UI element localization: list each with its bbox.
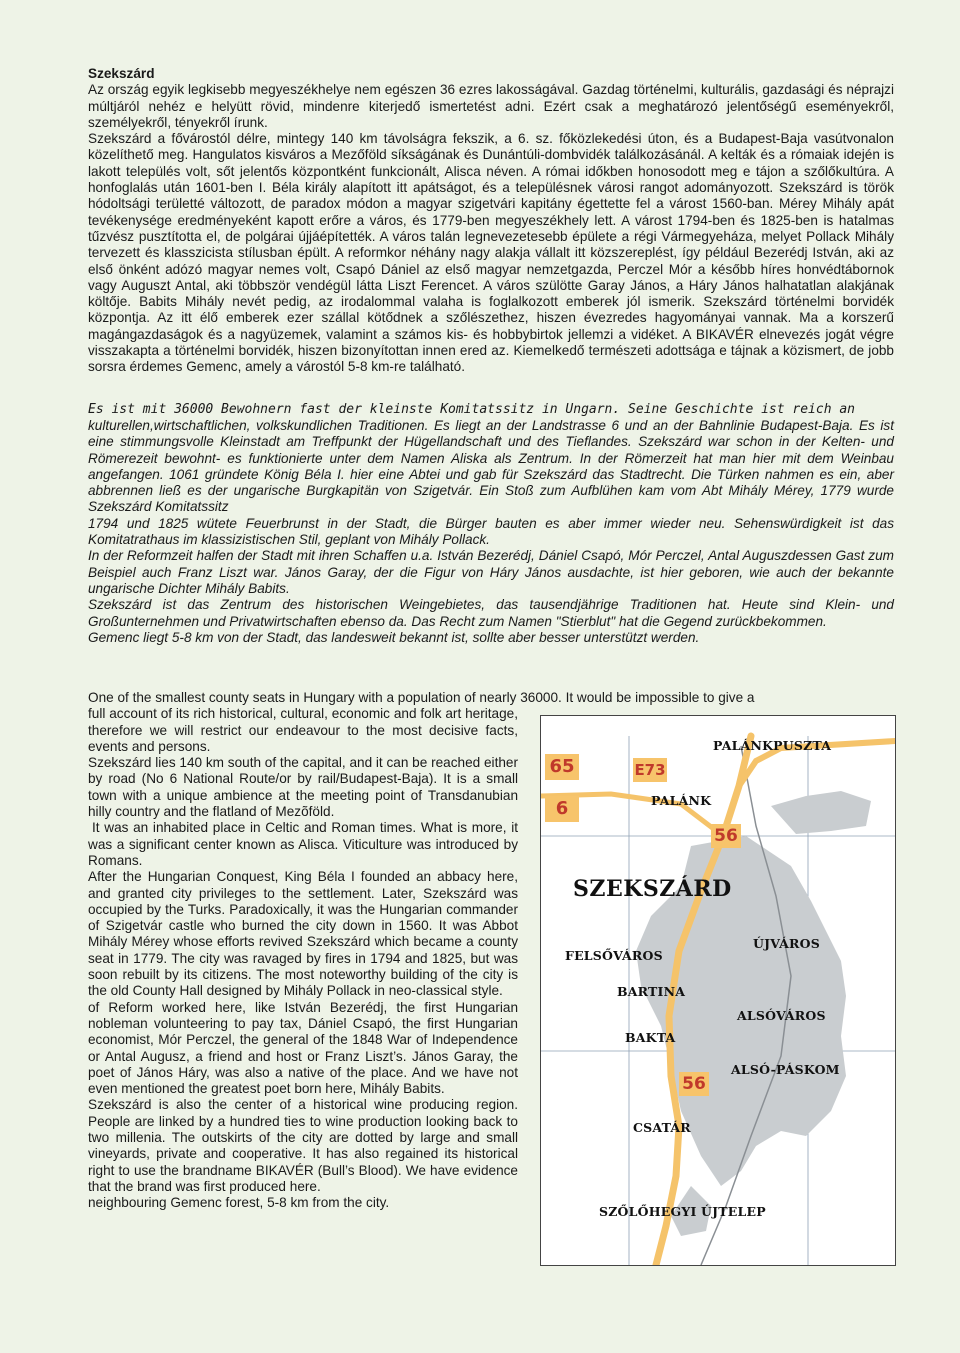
place-palank: PALÁNK — [651, 793, 712, 808]
english-paragraph-3: It was an inhabited place in Celtic and Roman times. What is more, it was a significant center known as Alisca. Viticulture was introduced by Romans. — [88, 820, 518, 868]
hungarian-paragraph-2: Szekszárd a fővárostól délre, mintegy 140 km távolságra fekszik, a 6. sz. főközlekedési úton, és a Budapest-Baja vasútvonalon közelíthető meg. Hangulatos kisváros a Mezőföld síkságának és Dunántúli-dombvidék találkozásánál. A kelták és a rómaiak idején is lakott település volt, sőt jelentős központként funkcionált, Alisca néven. A római időkben honosodott meg e tájon a szőlőkultúra. A honfoglalás után 1601-ben I. Béla király alapított itt apátságot, és a településnek városi rangot adományozott. Szekszárd is török hódoltsági területté változott, de paradox módon a magyar szigetvári kapitány égettette fel a várost 1560-ban. Mérey Mihály apát tevékenysége eredményeként kapott erőre a város, és 1779-ben megyeszékhely lett. A várost 1794-ben és 1825-ben is hatalmas tűzvész pusztította el, de polgárai újjáépítették. A város talán legnevezetesebb épülete a régi Vármegyeháza, melyet Pollack Mihály tervezett és klasszicista stílusban épült. A reformkor néhány nagy alakja vállalt itt közszereplést, így például Bezerédj István, aki az első önként adózó magyar nemes volt, Csapó Dániel az első magyar nemzetgazda, Perczel Mór a később híres honvédtábornok vagy Auguszt Antal, aki többször vendégül látta Liszt Ferencet. A város szülötte Garay János, a Háry János halhatatlan alakjának költője. Babits Mihály nevét pedig, az irodalommal valaha is foglalkozott emberek jól ismerik. Szekszárd történelmi borvidék központja. Az itt élő emberek ezer szállal kötődnek a szőlészethez, hiszen évezredes hagyományai vannak. Ma a korszerű magángazdaságok és a nagyüzemek, valamint a számos kis- és hobbybirtok jellemzi a vidéket. A BIKAVÉR elnevezés jogát végre visszakapta a történelmi borvidék, hiszen bizonyítottan innen ered az. Kiemelkedő természeti adottsága e tájnak a közismert, de jobb sorsra érdemes Gemenc, amely a várostól 5-8 km-re található. — [88, 131, 894, 375]
place-felsovaros: FELSŐVÁROS — [565, 948, 663, 963]
english-paragraph-1: full account of its rich historical, cultural, economic and folk art heritage, therefore we will restrict our endeavour to the most decisive facts, events and persons. — [88, 706, 518, 754]
place-bartina: BARTINA — [617, 984, 686, 999]
english-paragraph-4: After the Hungarian Conquest, King Béla I founded an abbacy here, and granted city privileges to the settlement. Later, Szekszárd was occupied by the Turks. Paradoxically, it was the Hungarian commander of Szigetvár castle who burned the city down in 1560. It was Abbot Mihály Mérey whose efforts revived Szekszárd which became a county seat in 1779. The city was ravaged by fires in 1794 and 1825, but was soon rebuilt by its citizens. The most noteworthy building of the city is the old County Hall designed by Mihály Pollack in neo-classical style. — [88, 869, 518, 999]
document-page — [88, 66, 894, 646]
road-shield-56-north: 56 — [711, 824, 741, 848]
place-csatar: CSATÁR — [633, 1120, 691, 1135]
place-ujvaros: ÚJVÁROS — [753, 936, 820, 951]
german-paragraph-2: 1794 und 1825 wütete Feuerbrunst in der Stadt, die Bürger bauten es aber immer wieder neu. Sehenswürdigkeit ist das Komitatrathaus im klassizistischen Stil, geplant von Mihály Pollack. — [88, 515, 894, 548]
city-map — [540, 715, 896, 1266]
english-paragraph-2: Szekszárd lies 140 km south of the capital, and it can be reached either by road (No 6 National Route/or by rail/Budapest-Baja). It is a small town with a unique ambience at the meeting point of Transdanubian hilly country and the flatland of Mezõföld. — [88, 755, 518, 820]
road-shield-56-south: 56 — [679, 1072, 709, 1096]
german-section — [88, 402, 894, 646]
urban-outskirt — [771, 791, 871, 834]
map-graphic — [541, 716, 895, 1265]
place-alsovaros: ALSÓVÁROS — [737, 1008, 826, 1023]
german-paragraph-5: Gemenc liegt 5-8 km von der Stadt, das landesweit bekannt ist, sollte aber besser unterstützt werden. — [88, 629, 700, 645]
road-shield-6: 6 — [545, 796, 579, 822]
english-line-1: One of the smallest county seats in Hungary with a population of nearly 36000. It would be impossible to give a — [88, 690, 755, 705]
map-city-label: SZEKSZÁRD — [573, 876, 732, 902]
road-shield-e73: E73 — [633, 758, 667, 782]
german-first-line: Es ist mit 36000 Bewohnern fast der kleinste Komitatssitz in Ungarn. Seine Geschichte ist reich an — [88, 401, 856, 417]
english-paragraph-6: Szekszárd is also the center of a historical wine producing region. People are linked by a hundred ties to wine production looking back to two millenia. The outskirts of the city are dotted by large and small vineyards, private and cooperative. It has also regained its historical right to use the brandname BIKAVÉR (Bull’s Blood). We have evidence that the brand was first produced here. — [88, 1097, 518, 1194]
place-bakta: BAKTA — [625, 1030, 676, 1045]
place-szoloHegyi-ujtelep: SZŐLŐHEGYI ÚJTELEP — [599, 1204, 766, 1219]
road-shield-65: 65 — [545, 754, 579, 780]
german-paragraph-1: kulturellen,wirtschaftlichen, volkskundlichen Traditionen. Es liegt an der Landstrasse 6 und an der Bahnlinie Budapest-Baja. Es ist eine stimmungsvolle Kleinstadt am Treffpunkt der Hügellandschaft und des Tieflandes. Szekszárd war schon in der Kelten- und Römerezeit bewohnt- es funktionierte unter dem Namen Aliska als Zentrum. In der Römerzeit hat man hier mit dem Weinbau angefangen. 1061 gründete König Béla I. hier eine Abtei und gab für Szekszárd das Stadtrecht. Die Türken nahmen es ein, aber abbrennen ließ es der ungarische Burgkapitän von Szigetvár. Ein Stoß zum Aufblühen kam vom Abt Mihály Mérey, 1779 wurde Szekszárd Komitatssitz — [88, 417, 894, 515]
german-paragraph-4: Szekszárd ist das Zentrum des historischen Weingebietes, das tausendjährige Traditionen hat. Heute sind Klein- und Großunternehmen und Privatwirtschaften ebenso da. Das Recht zum Namen "Stierblut" hat die Gegend zurückbekommen. — [88, 597, 894, 629]
english-paragraph-5: of Reform worked here, like István Bezerédj, the first Hungarian nobleman volunteering to pay tax, Dániel Csapó, the first Hungarian economist, Mór Perczel, the general of the 1848 War of Independence or Antal Augusz, a friend and host or Franz Liszt’s. János Garay, the poet of János Háry, was also a native of the place. And we have not even mentioned the greatest poet born here, Mihály Babits. — [88, 999, 518, 1097]
english-paragraph-7: neighbouring Gemenc forest, 5-8 km from the city. — [88, 1195, 390, 1211]
place-palankpuszta: PALÁNKPUSZTA — [713, 738, 832, 753]
german-paragraph-3: In der Reformzeit halfen der Stadt mit ihren Schaffen u.a. István Bezerédj, Dániel Csapó, Mór Perczel, Antal Auguszdessen Gast zum Beispiel auch Franz Liszt war. János Garay, der die Figur von Háry János ausdachte, ist hier geboren, wie auch der bekannte ungarische Dichter Mihály Babits. — [88, 548, 894, 596]
hungarian-section — [88, 66, 894, 376]
hungarian-paragraph-1: Az ország egyik legkisebb megyeszékhelye nem egészen 36 ezres lakosságával. Gazdag történelmi, kulturális, gazdasági és néprajzi múltjáról nehéz e helyütt rövid, mindenre kiterjedő ismertetést adni. Ezért csak a meghatározó jelentőségű eseményekről, személyekről, tényekről írunk. — [88, 82, 894, 130]
section-title: Szekszárd — [88, 66, 155, 81]
place-also-paskom: ALSÓ-PÁSKOM — [731, 1062, 840, 1077]
